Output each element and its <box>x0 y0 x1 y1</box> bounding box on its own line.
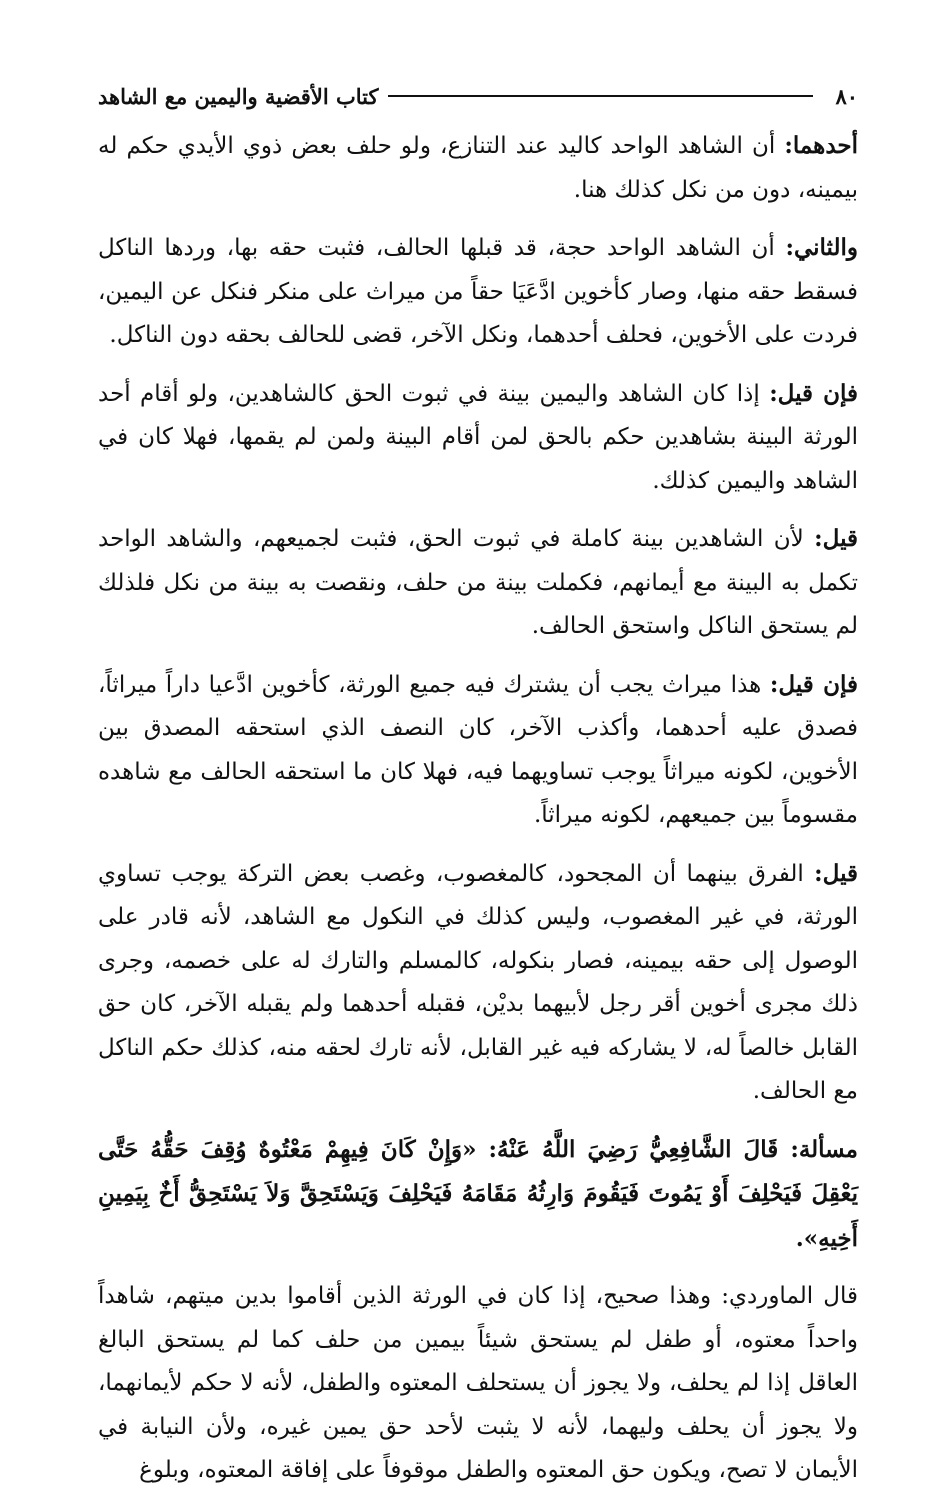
paragraph-text: هذا ميراث يجب أن يشترك فيه جميع الورثة، كأخوين ادَّعيا داراً ميراثاً، فصدق عليه أحدهما، وأكذب الآخر، كان النصف الذي استحقه المصدق بين الأخوين، لكونه ميراثاً يوجب تساويهما فيه، فهلا كان ما استحقه الحالف مع شاهده مقسوماً بين جميعهم، لكونه ميراثاً. <box>98 671 858 828</box>
masala-quote: «وَإِنْ كَانَ فِيهِمْ مَعْتُوهٌ وُقِفَ حَقُّهُ حَتَّى يَعْقِلَ فَيَحْلِفَ أَوْ يَمُوتَ فَيَقُومَ وَارِثُهُ مَقَامَهُ فَيَحْلِفَ وَيَسْتَحِقَّ وَلاَ يَسْتَحِقُّ أَخٌ بِيَمِينِ أَخِيهِ». <box>98 1135 858 1252</box>
header-rule <box>388 95 813 97</box>
paragraph-lead: فإن قيل: <box>769 670 858 698</box>
page-body <box>98 124 858 1493</box>
paragraph <box>98 852 858 1114</box>
paragraph-text: إذا كان الشاهد واليمين بينة في ثبوت الحق كالشاهدين، ولو أقام أحد الورثة البينة بشاهدين حكم بالحق لمن أقام البينة ولمن لم يقمها، فهلا كان في الشاهد واليمين كذلك. <box>98 380 858 494</box>
masala-paragraph <box>98 1128 858 1262</box>
paragraph-text: أن الشاهد الواحد كاليد عند التنازع، ولو حلف بعض ذوي الأيدي حكم له بيمينه، دون من نكل كذلك هنا. <box>98 133 858 203</box>
paragraph <box>98 226 858 358</box>
running-title: كتاب الأقضية واليمين مع الشاهد <box>98 83 379 109</box>
paragraph-text: الفرق بينهما أن المجحود، كالمغصوب، وغصب بعض التركة يوجب تساوي الورثة، في غير المغصوب، وليس كذلك في النكول مع الشاهد، لأنه قادر على الوصول إلى حقه بيمينه، فصار بنكوله، كالمسلم والتارك له على خصمه، وجرى ذلك مجرى أخوين أقر رجل لأبيهما بديْن، فقبله أحدهما ولم يقبله الآخر، كان حق القابل خالصاً له، لا يشاركه فيه غير القابل، لأنه تارك لحقه منه، كذلك حكم الناكل مع الحالف. <box>98 860 858 1104</box>
masala-lead: مسألة: قَالَ الشَّافِعِيُّ رَضِيَ اللَّهُ عَنْهُ: <box>488 1135 858 1163</box>
paragraph-lead: أحدهما: <box>784 132 858 159</box>
document-page <box>98 78 858 1507</box>
paragraph <box>98 663 858 838</box>
page-number: ٨٠ <box>835 83 858 109</box>
paragraph-text: أن الشاهد الواحد حجة، قد قبلها الحالف، فثبت حقه بها، وردها الناكل فسقط حقه منها، وصار كأخوين ادَّعَيَا حقاً من ميراث على منكر فنكل عن اليمين، فردت على الأخوين، فحلف أحدهما، ونكل الآخر، قضى للحالف بحقه دون الناكل. <box>98 235 858 348</box>
paragraph-lead: والثاني: <box>785 234 858 261</box>
paragraph-lead: فإن قيل: <box>769 379 859 407</box>
paragraph <box>98 124 858 212</box>
paragraph <box>98 372 858 504</box>
page-header <box>98 78 858 114</box>
paragraph-lead: قيل: <box>814 859 858 887</box>
paragraph-lead: قيل: <box>814 525 858 552</box>
final-paragraph: قال الماوردي: وهذا صحيح، إذا كان في الورثة الذين أقاموا بدين ميتهم، شاهداً واحداً معتوه، أو طفل لم يستحق شيئاً بيمين من حلف كما لم يستحق البالغ العاقل إذا لم يحلف، ولا يجوز أن يستحلف المعتوه والطفل، لأنه لا حكم لأيمانهما، ولا يجوز أن يحلف وليهما، لأنه لا يثبت لأحد حق يمين غيره، ولأن النيابة في الأيمان لا تصح، ويكون حق المعتوه والطفل موقوفاً على إفاقة المعتوه، وبلوغ <box>98 1283 858 1483</box>
paragraph <box>98 517 858 649</box>
paragraph-text: لأن الشاهدين بينة كاملة في ثبوت الحق، فثبت لجميعهم، والشاهد الواحد تكمل به البينة مع أيمانهم، فكملت بينة من حلف، ونقصت به بينة من نكل فلذلك لم يستحق الناكل واستحق الحالف. <box>98 526 858 639</box>
